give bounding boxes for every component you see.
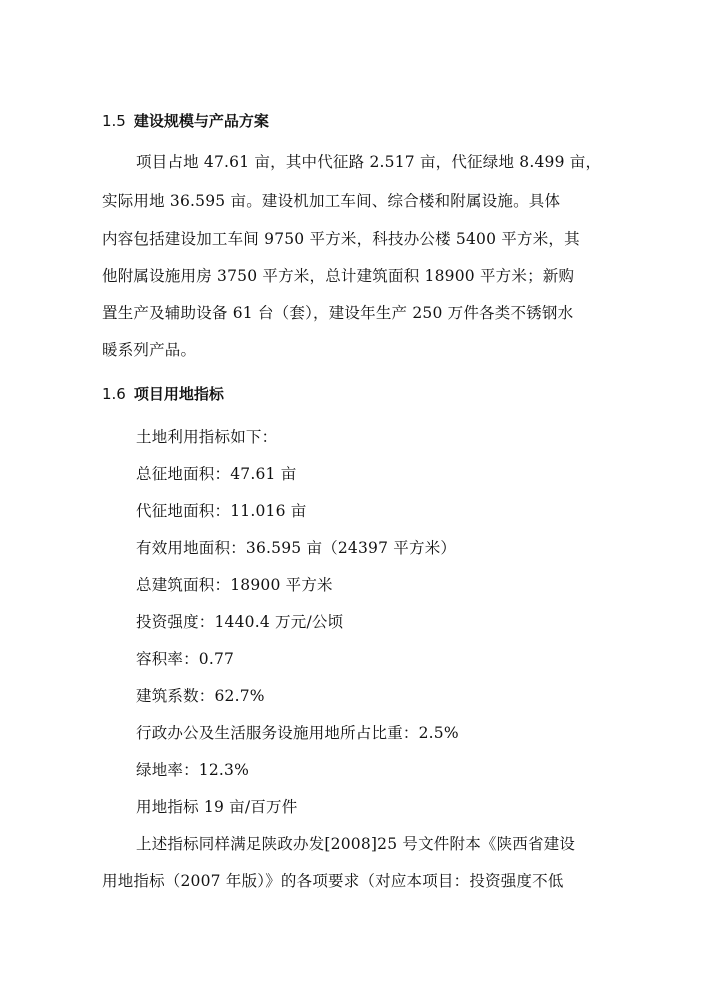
section-heading-1-5	[102, 110, 269, 131]
paragraph-line: 置生产及辅助设备 61 台（套），建设年生产 250 万件各类不锈钢水	[102, 304, 574, 322]
indicator-item: 总征地面积：47.61 亩	[136, 465, 297, 483]
paragraph-line: 暖系列产品。	[102, 341, 197, 359]
paragraph-line: 项目占地 47.61 亩，其中代征路 2.517 亩，代征绿地 8.499 亩，	[136, 153, 602, 171]
indicator-item: 建筑系数：62.7%	[136, 687, 265, 705]
indicator-item: 投资强度：1440.4 万元/公顷	[136, 613, 344, 631]
section-heading-1-6	[102, 383, 224, 404]
indicator-item: 总建筑面积：18900 平方米	[136, 576, 333, 594]
paragraph-line: 用地指标（2007 年版）》的各项要求（对应本项目：投资强度不低	[102, 872, 564, 890]
indicator-item: 绿地率：12.3%	[136, 761, 250, 779]
indicator-item: 用地指标 19 亩/百万件	[136, 798, 298, 816]
paragraph-line: 他附属设施用房 3750 平方米，总计建筑面积 18900 平方米；新购	[102, 267, 575, 285]
section-number: 1.5	[102, 112, 126, 130]
paragraph-line: 内容包括建设加工车间 9750 平方米，科技办公楼 5400 平方米，其	[102, 230, 580, 248]
paragraph-line: 实际用地 36.595 亩。建设机加工车间、综合楼和附属设施。具体	[102, 192, 561, 210]
section-title: 建设规模与产品方案	[133, 112, 269, 130]
paragraph-line: 上述指标同样满足陕政办发[2008]25 号文件附本《陕西省建设	[136, 835, 576, 853]
indicator-item: 土地利用指标如下：	[136, 428, 278, 446]
section-number: 1.6	[102, 385, 126, 403]
indicator-item: 有效用地面积：36.595 亩（24397 平方米）	[136, 539, 457, 557]
indicator-item: 代征地面积：11.016 亩	[136, 502, 307, 520]
indicator-item: 容积率：0.77	[136, 650, 235, 668]
indicator-item: 行政办公及生活服务设施用地所占比重：2.5%	[136, 724, 459, 742]
section-title: 项目用地指标	[133, 385, 224, 403]
